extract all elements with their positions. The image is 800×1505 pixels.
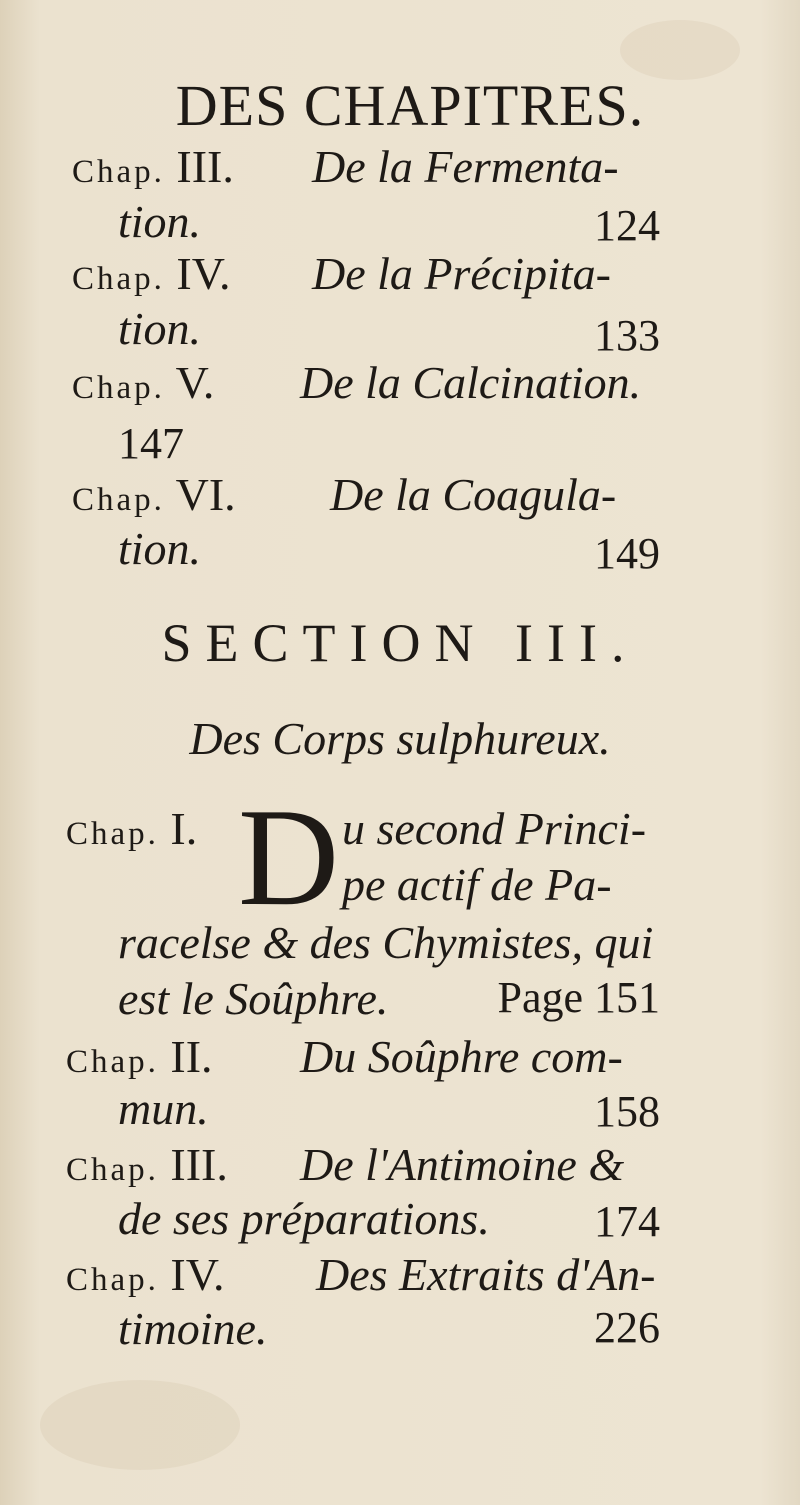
chapter-title-cont: est le Soûphre.: [118, 973, 389, 1024]
page-number: 174: [594, 1197, 660, 1246]
drop-cap: D: [238, 780, 340, 935]
chapter-title-cont: pe actif de Pa-: [342, 859, 612, 910]
chapter-title-cont: tion.: [118, 196, 202, 247]
page-number: 124: [594, 201, 660, 250]
chapter-label: Chap. VI.: [72, 469, 236, 520]
chapter-title: De la Précipita-: [312, 248, 611, 299]
chapter-label: Chap. IV.: [66, 1249, 225, 1300]
running-head: DES CHAPITRES.: [175, 73, 645, 138]
chapter-title-cont: tion.: [118, 303, 202, 354]
page-number: Page 151: [497, 973, 660, 1022]
chapter-label: Chap. V.: [72, 357, 215, 408]
chapter-label: Chap. I.: [66, 803, 198, 854]
paper-stain: [40, 1380, 240, 1470]
chapter-title: De la Calcination.: [300, 357, 642, 408]
chapter-title: Du Soûphre com-: [300, 1031, 623, 1082]
chapter-label: Chap. III.: [72, 141, 234, 192]
chapter-label: Chap. II.: [66, 1031, 213, 1082]
section-heading: SECTION III.: [161, 613, 639, 673]
page-number: 147: [118, 419, 184, 468]
chapter-title: Des Extraits d'An-: [316, 1249, 656, 1300]
chapter-title: De l'Antimoine &: [300, 1139, 625, 1190]
page-number: 149: [594, 529, 660, 578]
chapter-title-cont: racelse & des Chymistes, qui: [118, 917, 654, 968]
chapter-title-cont: mun.: [118, 1083, 209, 1134]
page-number: 158: [594, 1087, 660, 1136]
page-number: 133: [594, 311, 660, 360]
chapter-title-cont: tion.: [118, 523, 202, 574]
page-number: 226: [594, 1303, 660, 1352]
section-subtitle: Des Corps sulphureux.: [189, 713, 611, 764]
chapter-title-cont: de ses préparations.: [118, 1193, 490, 1244]
chapter-label: Chap. IV.: [72, 248, 231, 299]
paper-stain: [620, 20, 740, 80]
chapter-label: Chap. III.: [66, 1139, 228, 1190]
chapter-title-cont: timoine.: [118, 1303, 268, 1354]
chapter-title: De la Fermenta-: [312, 141, 619, 192]
chapter-title: De la Coagula-: [330, 469, 617, 520]
chapter-title: u second Princi-: [342, 803, 647, 854]
